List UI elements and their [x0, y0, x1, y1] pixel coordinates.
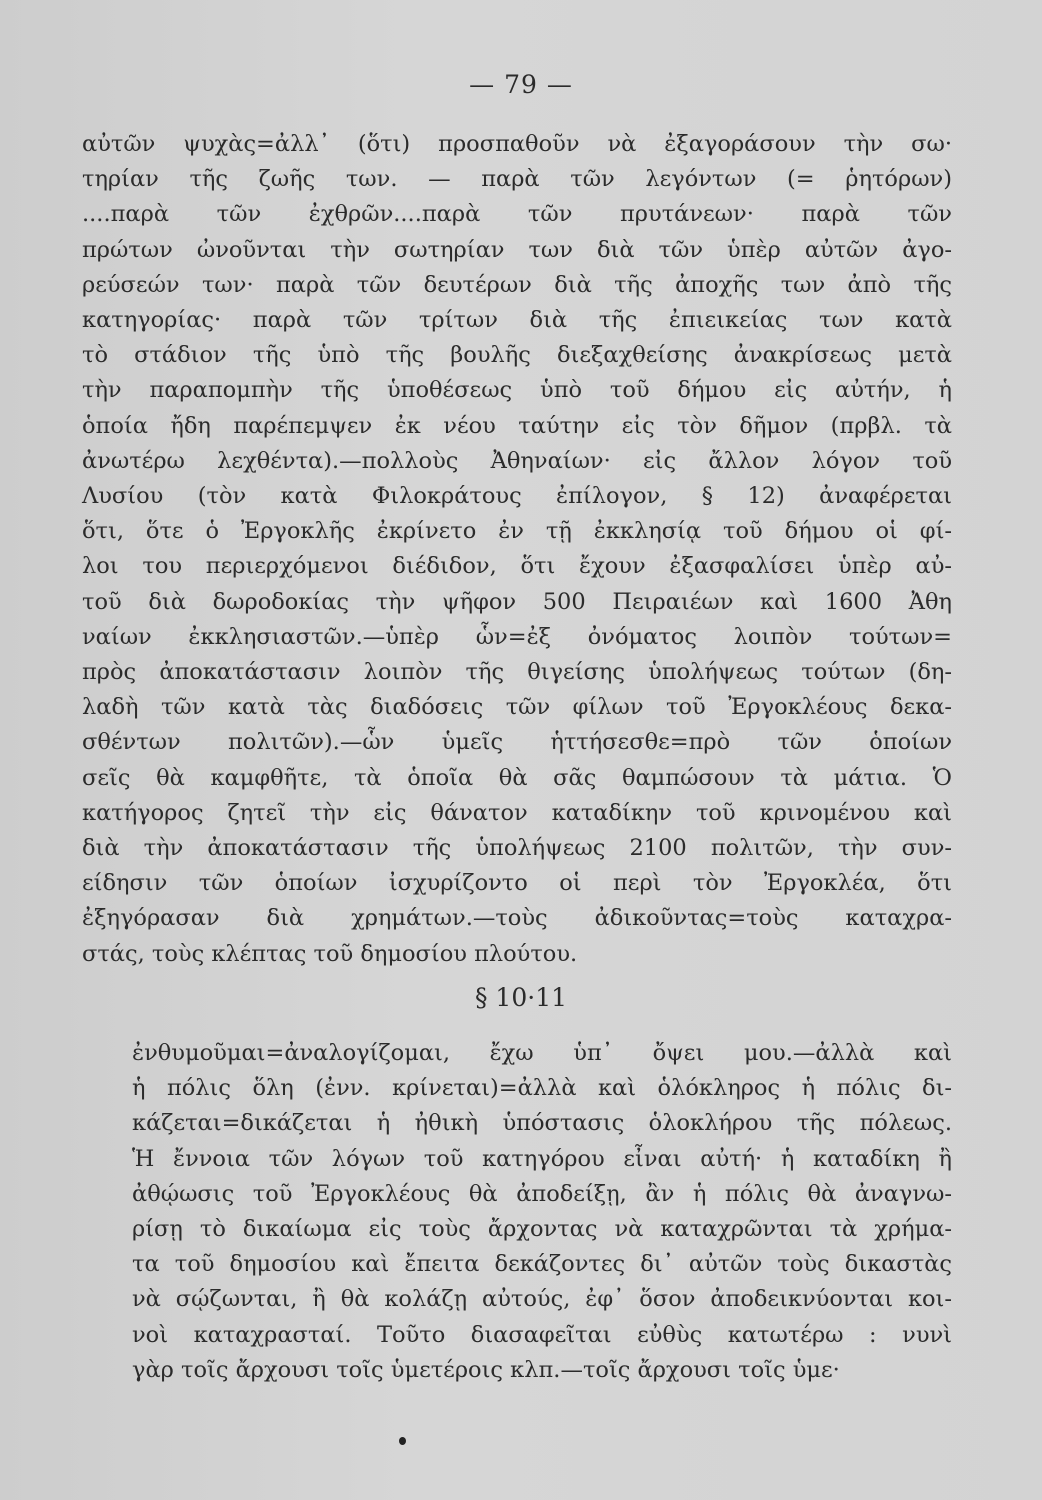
text-line: σθέντων πολιτῶν).—ὧν ὑμεῖς ἡττήσεσθε=πρὸ τῶν ὁποίων [82, 729, 952, 756]
text-line: ὅτι, ὅτε ὁ Ἐργοκλῆς ἐκρίνετο ἐν τῇ ἐκκλησίᾳ τοῦ δήμου οἱ φί- [82, 518, 952, 545]
text-line: διὰ τὴν ἀποκατάστασιν τῆς ὑπολήψεως 2100 πολιτῶν, τὴν συν- [82, 835, 952, 862]
text-line: ἡ πόλις ὅλη (ἐνν. κρίνεται)=ἀλλὰ καὶ ὁλόκληρος ἡ πόλις δι- [132, 1075, 952, 1102]
text-line: ναίων ἐκκλησιαστῶν.—ὑπὲρ ὧν=ἐξ ὀνόματος λοιπὸν τούτων= [82, 623, 952, 650]
text-line: τὸ στάδιον τῆς ὑπὸ τῆς βουλῆς διεξαχθείσης ἀνακρίσεως μετὰ [82, 342, 952, 369]
text-line: ἀθῴωσις τοῦ Ἐργοκλέους θὰ ἀποδείξῃ, ἂν ἡ πόλις θὰ ἀναγνω- [132, 1180, 952, 1207]
text-line: ἐνθυμοῦμαι=ἀναλογίζομαι, ἔχω ὑπ᾽ ὄψει μου.—ἀλλὰ καὶ [132, 1040, 952, 1066]
text-line: γὰρ τοῖς ἄρχουσι τοῖς ὑμετέροις κλπ.—τοῖς ἄρχουσι τοῖς ὑμε· [132, 1356, 840, 1383]
text-line: τα τοῦ δημοσίου καὶ ἔπειτα δεκάζοντες δι᾽ αὐτῶν τοὺς δικαστὰς [132, 1251, 952, 1278]
text-line: λαδὴ τῶν κατὰ τὰς διαδόσεις τῶν φίλων τοῦ Ἐργοκλέους δεκα- [82, 694, 952, 721]
page-number: — 79 — [469, 70, 573, 99]
text-line: τηρίαν τῆς ζωῆς των. — παρὰ τῶν λεγόντων (= ῥητόρων) [82, 166, 952, 193]
text-line: Ἡ ἔννοια τῶν λόγων τοῦ κατηγόρου εἶναι αὐτή· ἡ καταδίκη ἢ [132, 1145, 952, 1172]
text-line: πρώτων ὠνοῦνται τὴν σωτηρίαν των διὰ τῶν ὑπὲρ αὐτῶν ἀγο- [82, 236, 952, 263]
text-line: ρίσῃ τὸ δικαίωμα εἰς τοὺς ἄρχοντας νὰ καταχρῶνται τὰ χρήμα- [132, 1216, 952, 1243]
text-line: σεῖς θὰ καμφθῆτε, τὰ ὁποῖα θὰ σᾶς θαμπώσουν τὰ μάτια. Ὁ [82, 764, 952, 791]
text-line: είδησιν τῶν ὁποίων ἰσχυρίζοντο οἱ περὶ τὸν Ἐργοκλέα, ὅτι [82, 870, 952, 897]
commentary-paragraph-2 [82, 1036, 952, 1388]
text-line: κάζεται=δικάζεται ἡ ἠθικὴ ὑπόστασις ὁλοκλήρου τῆς πόλεως. [132, 1110, 952, 1137]
text-line: ρεύσεών των· παρὰ τῶν δευτέρων διὰ τῆς ἀποχῆς των ἀπὸ τῆς [82, 271, 952, 298]
text-line: νοὶ καταχρασταί. Τοῦτο διασαφεῖται εὐθὺς κατωτέρω : νυνὶ [132, 1321, 952, 1348]
text-line: κατήγορος ζητεῖ τὴν εἰς θάνατον καταδίκην τοῦ κρινομένου καὶ [82, 799, 952, 826]
text-line: ....παρὰ τῶν ἐχθρῶν....παρὰ τῶν πρυτάνεων· παρὰ τῶν [82, 201, 952, 228]
ink-dot [399, 1437, 406, 1445]
text-line: ὁποία ἤδη παρέπεμψεν ἐκ νέου ταύτην εἰς τὸν δῆμον (πρβλ. τὰ [82, 412, 952, 439]
text-line: νὰ σῴζωνται, ἢ θὰ κολάζῃ αὐτούς, ἐφ᾽ ὅσον ἀποδεικνύονται κοι- [132, 1286, 952, 1313]
text-line: ἐξηγόρασαν διὰ χρημάτων.—τοὺς ἀδικοῦντας=τοὺς καταχρα- [82, 905, 952, 932]
text-line: ἀνωτέρω λεχθέντα).—πολλοὺς Ἀθηναίων· εἰς ἄλλον λόγον τοῦ [82, 447, 952, 474]
text-line: Λυσίου (τὸν κατὰ Φιλοκράτους ἐπίλογον, § 12) ἀναφέρεται [82, 483, 952, 510]
commentary-paragraph-1 [82, 127, 952, 972]
section-heading: § 10·11 [474, 983, 568, 1012]
text-line: πρὸς ἀποκατάστασιν λοιπὸν τῆς θιγείσης ὑπολήψεως τούτων (δη- [82, 659, 952, 686]
text-line: στάς, τοὺς κλέπτας τοῦ δημοσίου πλούτου. [82, 940, 578, 967]
text-line: τὴν παραπομπὴν τῆς ὑποθέσεως ὑπὸ τοῦ δήμου εἰς αὐτήν, ἡ [82, 377, 952, 404]
text-line: κατηγορίας· παρὰ τῶν τρίτων διὰ τῆς ἐπιεικείας των κατὰ [82, 307, 952, 334]
text-line: τοῦ διὰ δωροδοκίας τὴν ψῆφον 500 Πειραιέων καὶ 1600 Ἀθη [82, 588, 952, 615]
text-line: αὐτῶν ψυχὰς=ἀλλ᾽ (ὅτι) προσπαθοῦν νὰ ἐξαγοράσουν τὴν σω· [82, 131, 952, 157]
text-line: λοι του περιερχόμενοι διέδιδον, ὅτι ἔχουν ἐξασφαλίσει ὑπὲρ αὐ- [82, 553, 952, 580]
